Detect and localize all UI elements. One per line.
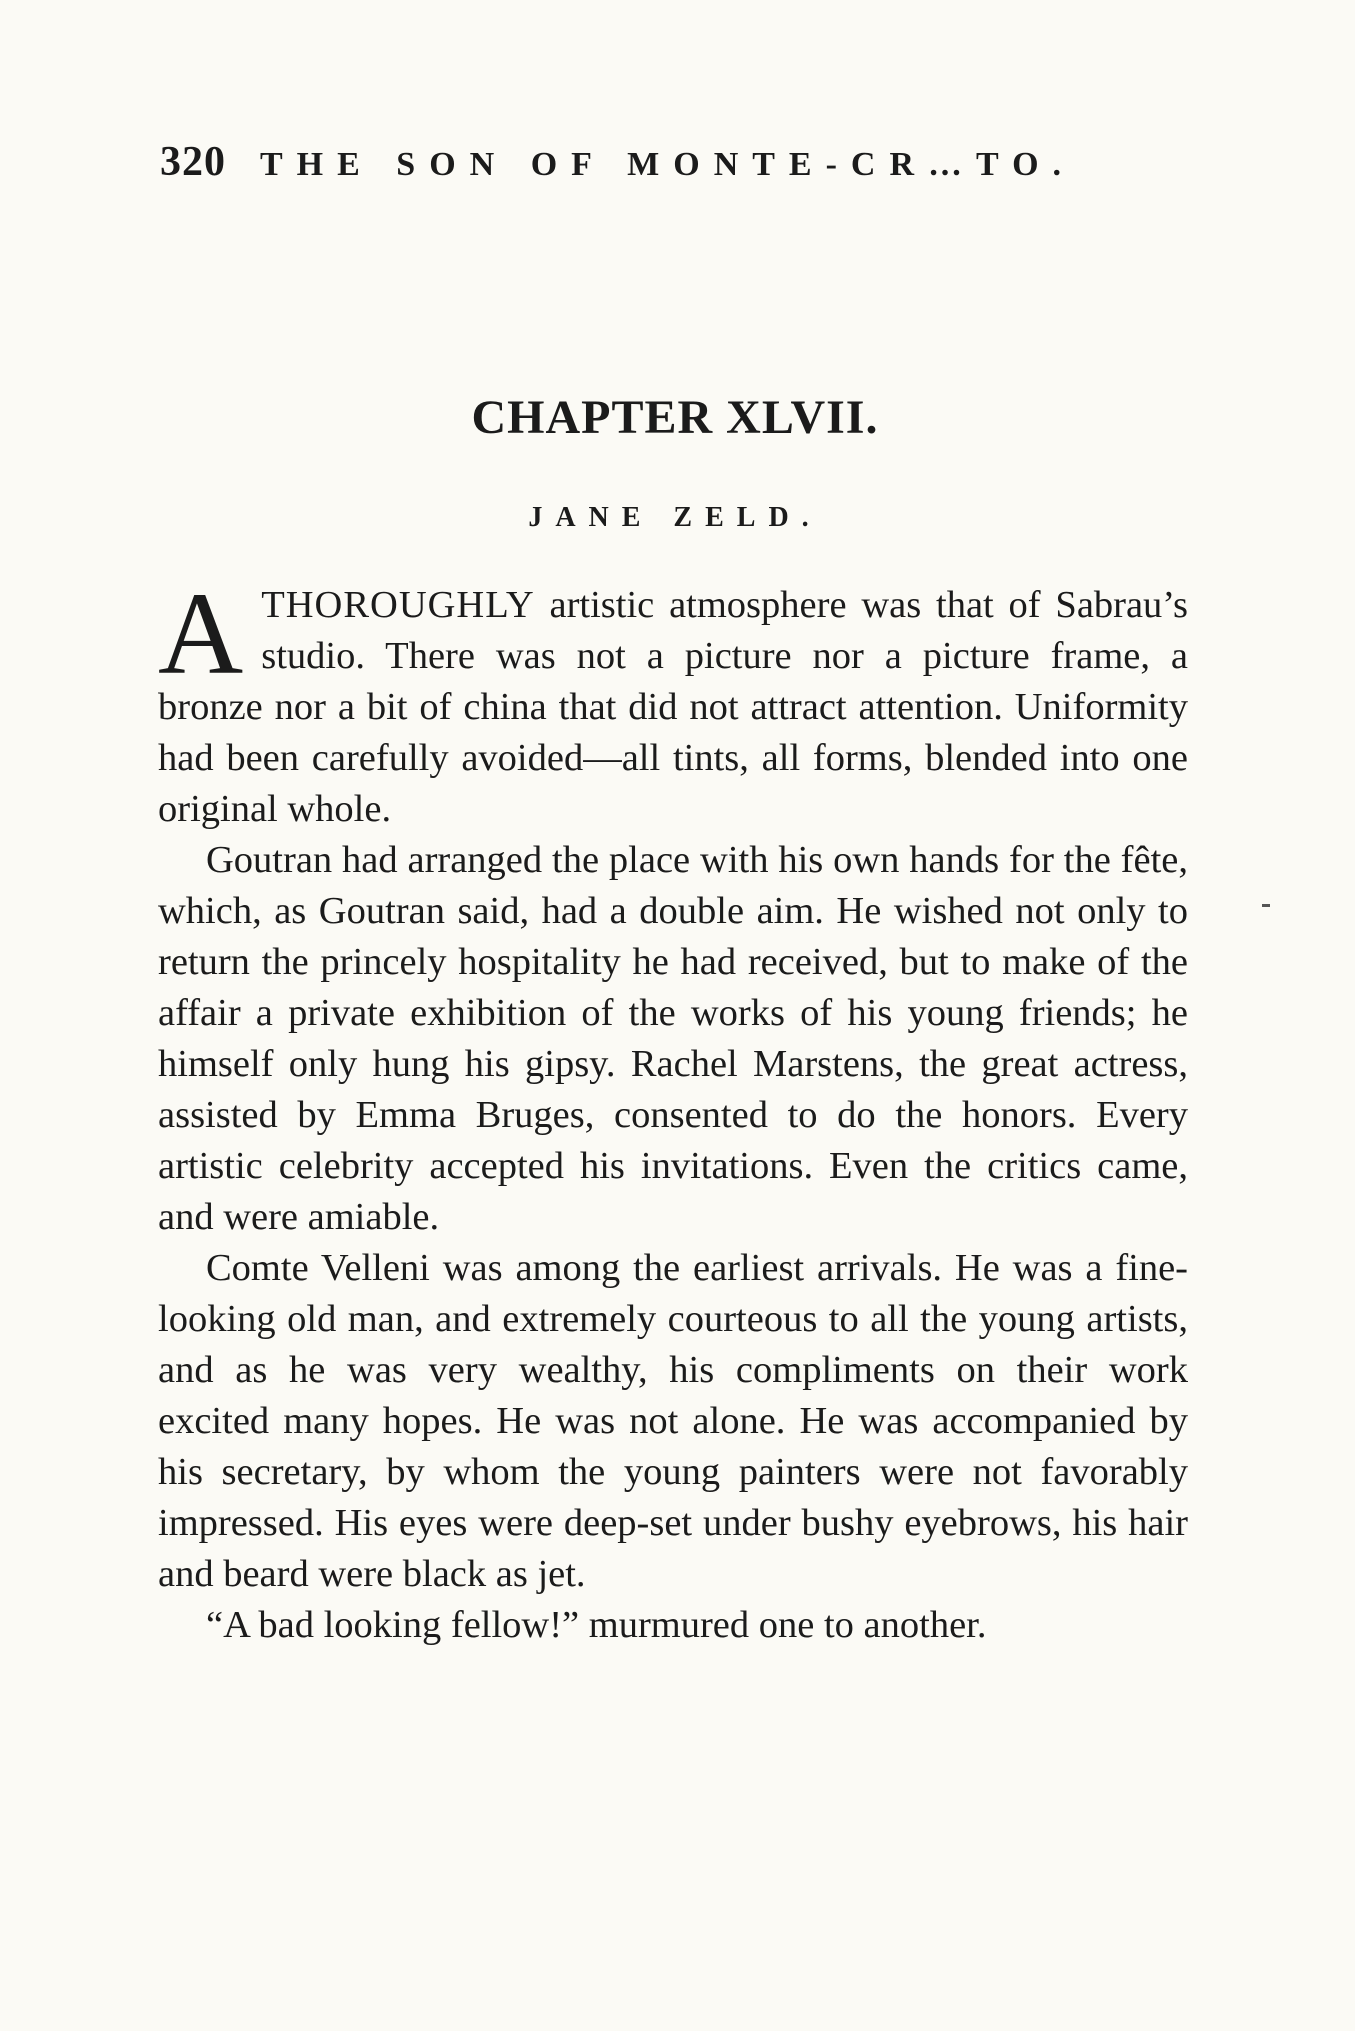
margin-mark <box>1262 904 1270 907</box>
running-title: THE SON OF MONTE-CR…TO. <box>260 146 1076 183</box>
paragraph-2: Goutran had arranged the place with his own hands for the fête, which, as Goutran said, had a double aim. He wished not only to return the princely hospitality he had received, but to make of the affair a private exhibition of the works of his young friends; he himself only hung his gipsy. Rachel Marstens, the great actress, assisted by Emma Bruges, consented to do the honors. Every artistic celebrity accepted his invitations. Even the critics came, and were amiable. <box>158 839 1188 1238</box>
paragraph-3: Comte Velleni was among the earliest arrivals. He was a fine-looking old man, and extremely courteous to all the young artists, and as he was very wealthy, his compliments on their work excited many hopes. He was not alone. He was accompanied by his secretary, by whom the young painters were not favorably impressed. His eyes were deep-set under bushy eyebrows, his hair and beard were black as jet. <box>158 1247 1188 1595</box>
body-text <box>158 568 1188 1651</box>
chapter-subtitle: JANE ZELD. <box>528 502 822 533</box>
page-number: 320 <box>160 139 226 185</box>
running-head <box>160 132 1200 192</box>
opening-word: THOROUGHLY <box>261 584 535 626</box>
paragraph-1 <box>158 568 1188 835</box>
chapter-title: CHAPTER XLVII. <box>471 391 879 444</box>
paragraph-4: “A bad looking fellow!” murmured one to another. <box>206 1604 987 1646</box>
drop-cap: A <box>158 568 244 699</box>
paragraph-1-text: artistic atmosphere was that of Sabrau’s studio. There was not a picture nor a picture frame, a bronze nor a bit of china that did not attract attention. Uniformity had been carefully avoided—all tints, all forms, blended into one original whole. <box>158 584 1188 830</box>
